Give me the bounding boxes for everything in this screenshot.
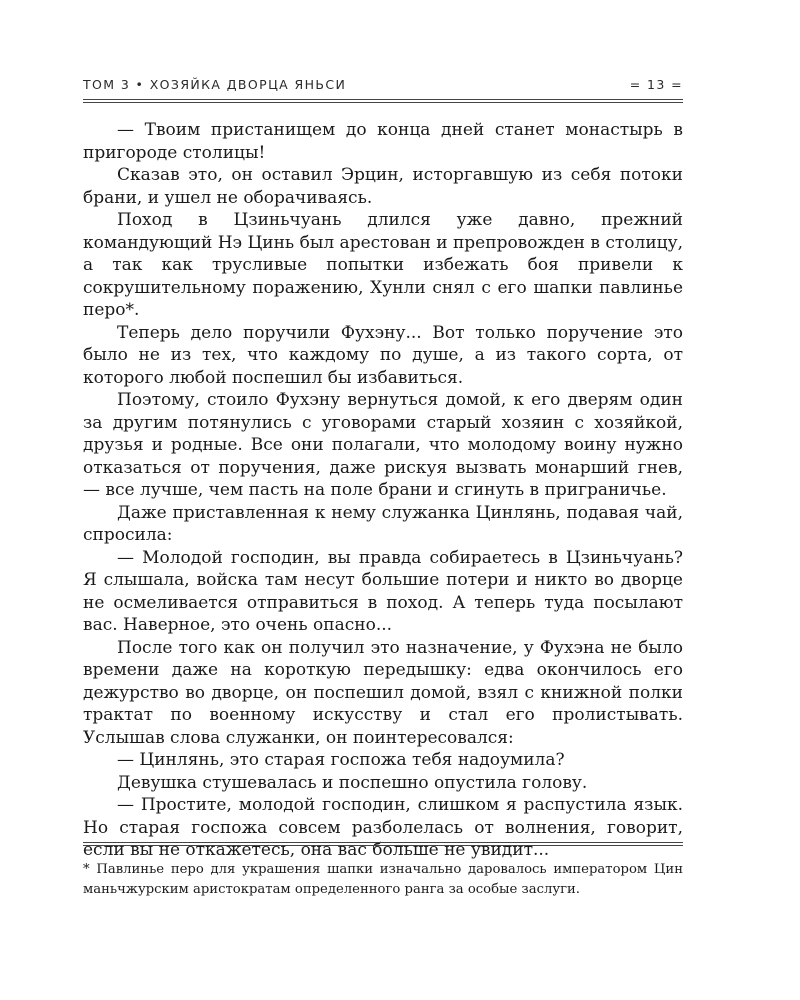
paragraph: Девушка стушевалась и поспешно опустила голову.	[117, 772, 588, 793]
footnote	[83, 860, 683, 900]
paragraph: Теперь дело поручили Фухэну... Вот только поручение это было не из тех, что каждому по душе, а из такого сорта, от которого любой поспешил бы избавиться.	[83, 322, 683, 388]
footnote-rule-bottom	[83, 845, 683, 846]
page-number: = 13 =	[629, 77, 683, 92]
paragraph: Даже приставленная к нему служанка Цинлянь, подавая чай, спросила:	[83, 502, 683, 545]
paragraph: — Твоим пристанищем до конца дней станет монастырь в пригороде столицы!	[83, 120, 683, 163]
footnote-text: * Павлинье перо для украшения шапки изначально даровалось императором Цин маньчжурским аристократам определенного ранга за особые заслуги.	[83, 862, 683, 897]
paragraph: — Молодой господин, вы правда собираетесь в Цзиньчуань? Я слышала, войска там несут большие потери и никто во дворце не осмеливается отправиться в поход. А теперь туда посылают вас. Наверное, это очень опасно...	[83, 547, 683, 635]
header-rule-top	[83, 99, 683, 100]
header-rule-bottom	[83, 102, 683, 103]
paragraph: — Цинлянь, это старая госпожа тебя надоумила?	[117, 750, 565, 770]
paragraph: Поэтому, стоило Фухэну вернуться домой, к его дверям один за другим потянулись с уговорами старый хозяин с хозяйкой, друзья и родные. Все они полагали, что молодому воину нужно отказаться от поручения, даже рискуя вызвать монарший гнев, — все лучше, чем пасть на поле брани и сгинуть в приграничье.	[83, 390, 683, 500]
running-header	[83, 74, 683, 96]
running-title: ТОМ 3 • ХОЗЯЙКА ДВОРЦА ЯНЬСИ	[83, 77, 347, 92]
paragraph: Сказав это, он оставил Эрцин, исторгавшую из себя потоки брани, и ушел не оборачиваясь.	[83, 165, 683, 208]
paragraph: — Простите, молодой господин, слишком я распустила язык. Но старая госпожа совсем разболелась от волнения, говорит, если вы не откажетесь, она вас больше не увидит...	[83, 795, 683, 860]
paragraph: После того как он получил это назначение, у Фухэна не было времени даже на короткую передышку: едва окончилось его дежурство во дворце, он поспешил домой, взял с книжной полки трактат по военному искусству и стал его пролистывать. Услышав слова служанки, он поинтересовался:	[83, 637, 683, 748]
footnote-rule-top	[83, 842, 683, 843]
body-text	[83, 119, 683, 862]
paragraph: Поход в Цзиньчуань длился уже давно, прежний командующий Нэ Цинь был арестован и препровожден в столицу, а так как трусливые попытки избежать боя привели к сокрушительному поражению, Хунли снял с его шапки павлинье перо*.	[83, 210, 683, 320]
